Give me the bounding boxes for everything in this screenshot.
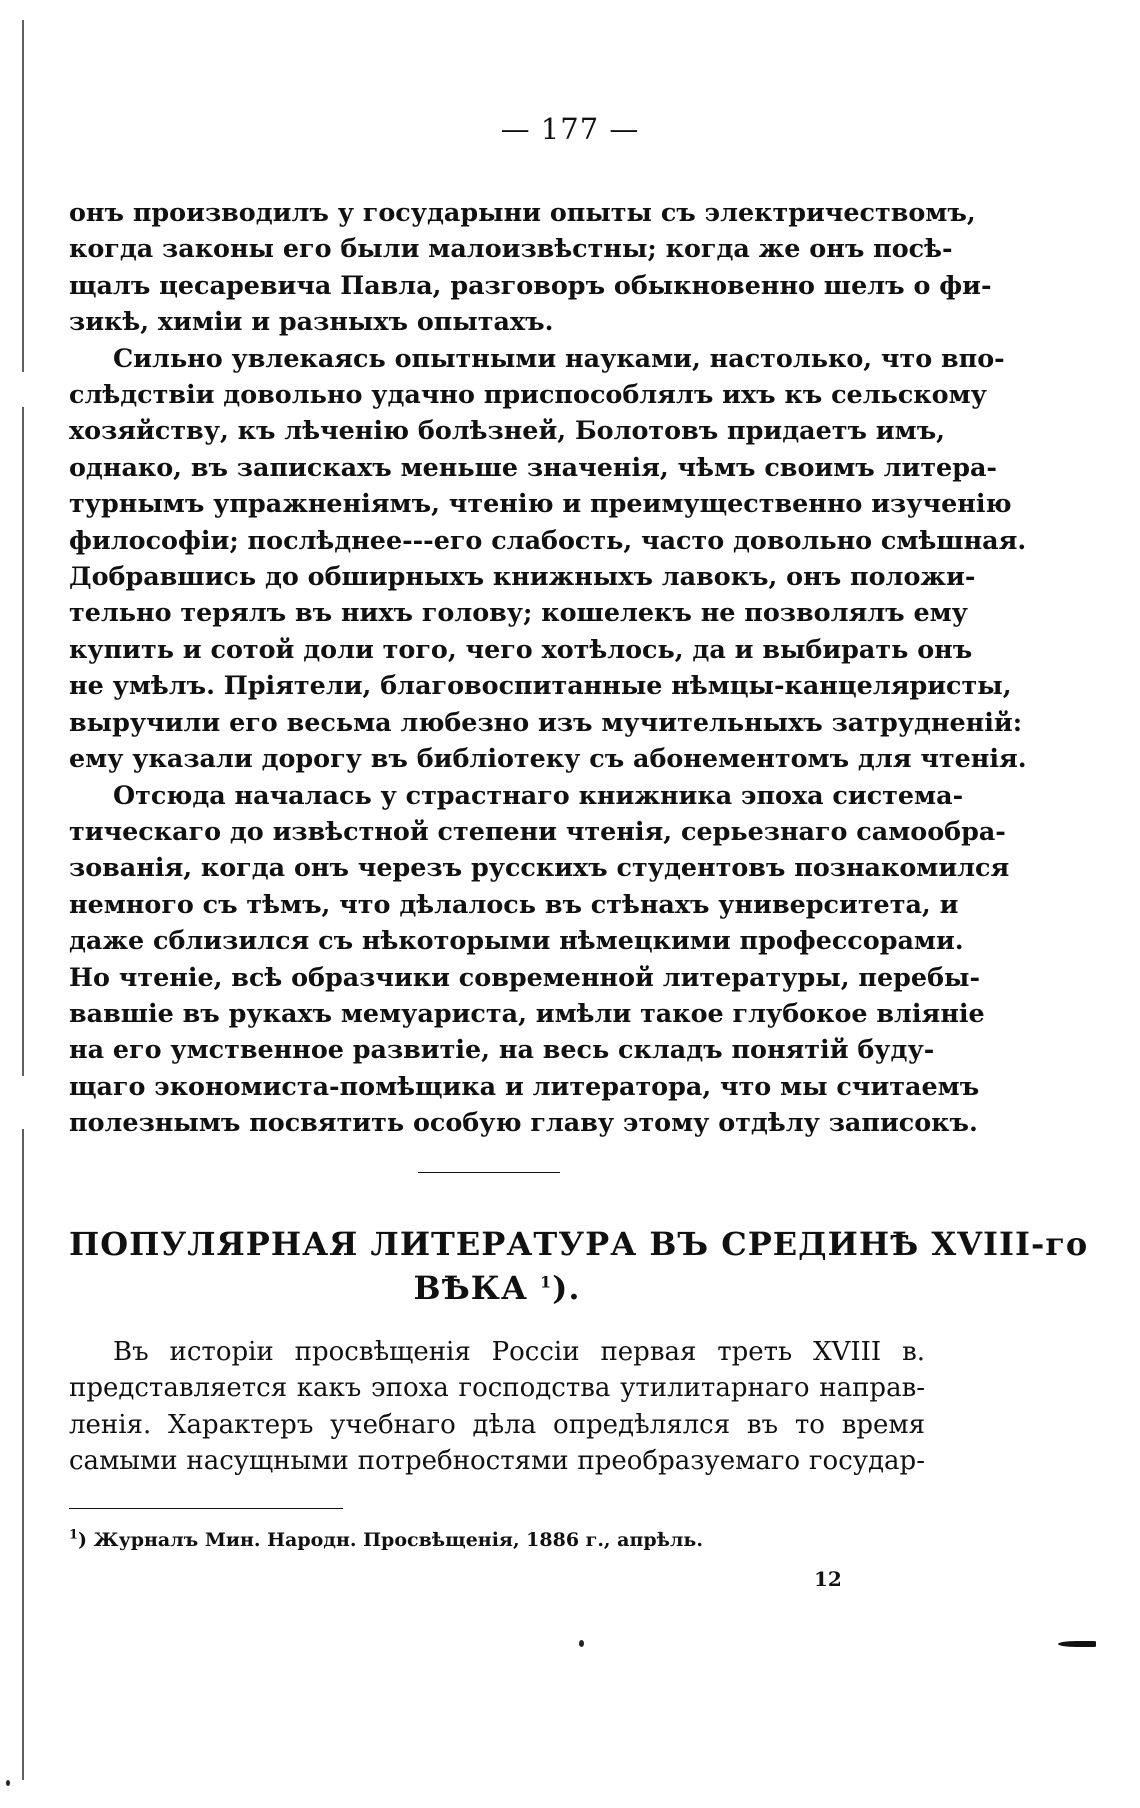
- text-line: на его умственное развитіе, на весь складъ понятій буду-: [69, 1034, 935, 1065]
- text-line: немного съ тѣмъ, что дѣлалось въ стѣнахъ университета, и: [69, 888, 959, 919]
- text-line: Въ исторіи просвѣщенія Россіи первая треть XVIII в.: [113, 1337, 925, 1367]
- heading-tail: ).: [552, 1269, 581, 1307]
- heading-line: [69, 1266, 925, 1310]
- text-line: однако, въ запискахъ меньше значенія, чѣмъ своимъ литера-: [69, 451, 997, 482]
- text-line: зованія, когда онъ черезъ русскихъ студентовъ познакомился: [69, 852, 1010, 883]
- text-line: даже сблизился съ нѣкоторыми нѣмецкими профессорами.: [69, 925, 964, 956]
- footnote: [69, 1527, 925, 1553]
- text-line: турнымъ упражненіямъ, чтенію и преимущественно изученію: [69, 488, 1012, 519]
- section-heading: [69, 1222, 1089, 1310]
- text-line: вавшіе въ рукахъ мемуариста, имѣли такое глубокое вліяніе: [69, 997, 985, 1028]
- text-line: самыми насущными потребностями преобразуемаго государ-: [69, 1446, 925, 1477]
- text-line: Сильно увлекаясь опытными науками, настолько, что впо-: [113, 342, 1005, 373]
- section-divider: [418, 1172, 560, 1173]
- text-line: Добравшись до обширныхъ книжныхъ лавокъ, онъ положи-: [69, 561, 976, 592]
- text-line: тельно терялъ въ нихъ голову; кошелекъ не позволялъ ему: [69, 597, 968, 628]
- text-line: когда законы его были малоизвѣстны; когда же онъ посѣ-: [69, 233, 953, 264]
- text-line: ему указали дорогу въ библіотеку съ абонементомъ для чтенія.: [69, 743, 1027, 774]
- text-line: слѣдствіи довольно удачно приспособлялъ ихъ къ сельскому: [69, 379, 987, 410]
- text-line: щаго экономиста-помѣщика и литератора, что мы считаемъ: [69, 1070, 980, 1101]
- heading-word: ВѢКА: [413, 1269, 528, 1307]
- footnote-text: ) Журналъ Мин. Народн. Просвѣщенія, 1886 г., апрѣль.: [78, 1529, 703, 1551]
- text-line: представляется какъ эпоха господства утилитарнаго направ-: [69, 1373, 925, 1404]
- ink-speck: [6, 1780, 10, 1786]
- text-line: Но чтеніе, всѣ образчики современной литературы, перебы-: [69, 961, 981, 992]
- heading-line: ПОПУЛЯРНАЯ ЛИТЕРАТУРА ВЪ СРЕДИНѢ XVIII-го: [69, 1225, 1089, 1263]
- footnote-mark: 1: [69, 1527, 79, 1543]
- ink-speck: [579, 1640, 584, 1647]
- text-line: купить и сотой доли того, чего хотѣлось, да и выбирать онъ: [69, 633, 973, 664]
- page-number: — 177 —: [500, 112, 640, 146]
- text-line: Отсюда началась у страстнаго книжника эпоха система-: [113, 779, 964, 810]
- text-block-section-start: [69, 1334, 925, 1480]
- footnote-reference[interactable]: 1: [540, 1272, 553, 1292]
- text-block-continuation: [69, 194, 1027, 1141]
- text-line: философіи; послѣднее---его слабость, часто довольно смѣшная.: [69, 524, 1027, 555]
- scan-edge-mark: [1058, 1641, 1096, 1647]
- text-line: выручили его весьма любезно изъ мучительныхъ затрудненій:: [69, 706, 1023, 737]
- binding-edge-line: [22, 20, 24, 1780]
- text-line: зикѣ, химіи и разныхъ опытахъ.: [69, 306, 554, 337]
- text-line: онъ производилъ у государыни опыты съ электричествомъ,: [69, 197, 976, 227]
- text-line: ленія. Характеръ учебнаго дѣла опредѣлялся въ то время: [69, 1409, 925, 1440]
- text-line: щалъ цесаревича Павла, разговоръ обыкновенно шелъ о фи-: [69, 269, 992, 300]
- text-line: не умѣлъ. Пріятели, благовоспитанные нѣмцы-канцеляристы,: [69, 670, 1012, 701]
- text-line: хозяйству, къ лѣченію болѣзней, Болотовъ придаетъ имъ,: [69, 415, 946, 446]
- printer-signature-mark: 12: [814, 1567, 842, 1591]
- text-line: полезнымъ посвятить особую главу этому отдѣлу записокъ.: [69, 1107, 978, 1138]
- text-line: тическаго до извѣстной степени чтенія, серьезнаго самообра-: [69, 815, 1006, 846]
- footnote-divider: [69, 1508, 343, 1509]
